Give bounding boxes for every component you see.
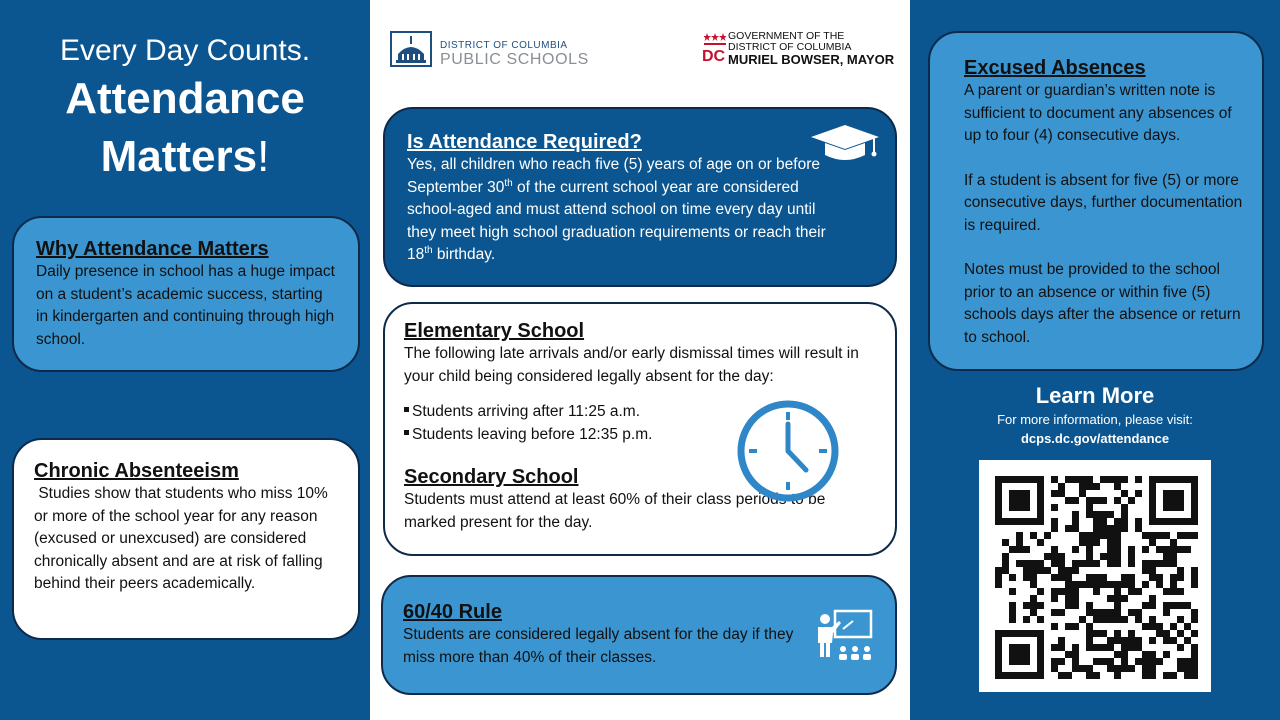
hero-exclamation: ! [257, 132, 270, 181]
why-attendance-card [12, 216, 360, 372]
attendance-url-link[interactable]: dcps.dc.gov/attendance [1020, 431, 1170, 446]
hero-line-1: Every Day Counts. [59, 34, 311, 67]
elementary-secondary-card [383, 302, 897, 556]
square-bullet-icon [404, 430, 409, 435]
dc-mark: DC [702, 48, 726, 65]
elementary-school-body: The following late arrivals and/or early dismissal times will result in your child being considered legally absent for the day: [404, 345, 859, 385]
square-bullet-icon [404, 407, 409, 412]
dc-government-logo [702, 30, 902, 70]
elementary-school-title: Elementary School [404, 320, 585, 342]
excused-absences-title: Excused Absences [964, 57, 1146, 79]
chronic-absenteeism-body: Studies show that students who miss 10% or more of the school year for any reason (excused or unexcused) are considered chronically absent and are at risk of falling behind their peers academically. [34, 485, 333, 592]
secondary-school-body: Students must attend at least 60% of their class periods to be marked present for the day. [404, 491, 826, 531]
teacher-classroom-icon [815, 609, 875, 665]
required-body-part-b: of the current school year are considered school-aged and must attend school on time every day until they meet high school graduation requirements or reach their 18 [407, 178, 826, 263]
gov-logo-line-1: GOVERNMENT OF THE [728, 30, 845, 42]
list-item-text: Students arriving after 11:25 a.m. [412, 403, 641, 420]
why-attendance-title: Why Attendance Matters [36, 238, 269, 260]
excused-absences-p3: Notes must be provided to the school prior to an absence or within five (5) schools days after the absence or return to school. [964, 261, 1241, 346]
why-attendance-body: Daily presence in school has a huge impact on a student’s academic success, starting in kindergarten and continuing through high school. [36, 263, 335, 348]
required-sup-b: th [424, 244, 433, 256]
chronic-absenteeism-title: Chronic Absenteeism [34, 460, 239, 482]
sixty-forty-rule-title: 60/40 Rule [403, 601, 502, 623]
dcps-logo [390, 30, 620, 68]
excused-absences-p2: If a student is absent for five (5) or more consecutive days, further documentation is required. [964, 171, 1243, 234]
gov-logo-line-2: DISTRICT OF COLUMBIA [728, 41, 852, 53]
hero-line-2: Attendance [65, 74, 305, 123]
dcps-logo-line-1: DISTRICT OF COLUMBIA [440, 40, 568, 51]
graduation-cap-icon [809, 123, 881, 165]
gov-logo-line-3: MURIEL BOWSER, MAYOR [728, 52, 895, 67]
attendance-required-title: Is Attendance Required? [407, 131, 642, 153]
attendance-required-card [383, 107, 897, 287]
secondary-school-title: Secondary School [404, 466, 579, 488]
chronic-absenteeism-card [12, 438, 360, 640]
excused-absences-card [928, 31, 1264, 371]
sixty-forty-rule-card [381, 575, 897, 695]
hero-line-3 [0, 132, 370, 182]
clock-icon [735, 398, 841, 504]
qr-code-image[interactable] [979, 460, 1211, 692]
attendance-required-body [407, 154, 837, 267]
required-body-part-c: birthday. [432, 246, 496, 263]
required-body-part-a: Yes, all children who reach five (5) years of age on or before September 30 [407, 156, 820, 196]
sixty-forty-rule-body: Students are considered legally absent for the day if they miss more than 40% of their classes. [403, 626, 794, 666]
dc-flag-stars-icon [704, 32, 726, 46]
learn-more-info: For more information, please visit: [997, 412, 1193, 427]
required-sup-a: th [504, 177, 513, 189]
dcps-logo-line-2: PUBLIC SCHOOLS [440, 51, 589, 68]
capitol-dome-icon [390, 30, 432, 68]
hero-line-3-text: Matters [100, 132, 258, 181]
excused-absences-p1: A parent or guardian’s written note is sufficient to document any absences of up to four (4) consecutive days. [964, 82, 1232, 144]
qr-code[interactable] [979, 460, 1211, 692]
list-item-text: Students leaving before 12:35 p.m. [412, 426, 653, 443]
learn-more-title: Learn More [1035, 383, 1155, 408]
